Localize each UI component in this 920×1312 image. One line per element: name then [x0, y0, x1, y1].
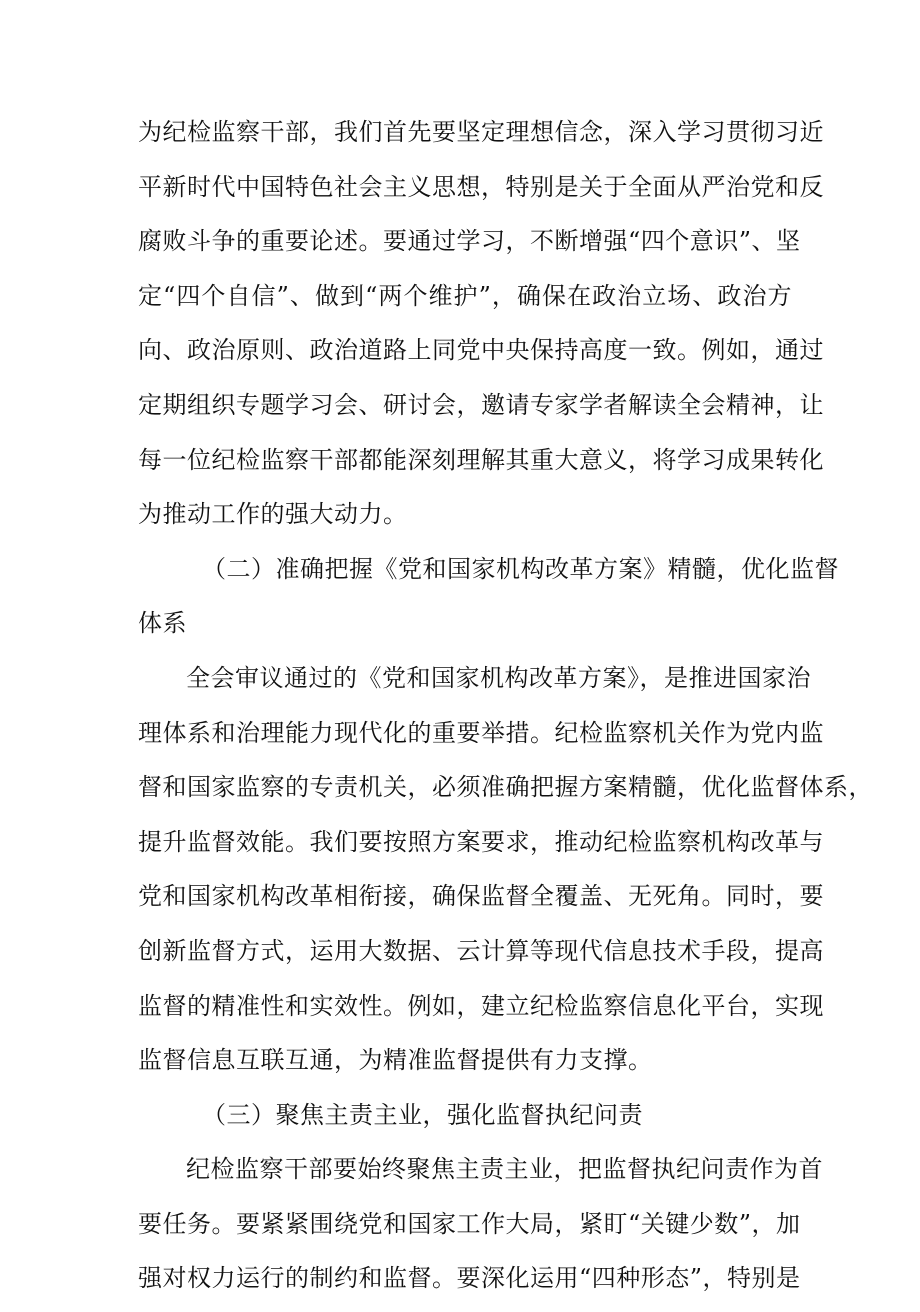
paragraph-line: 强对权力运行的制约和监督。要深化运用“四种形态”，特别是: [138, 1264, 801, 1293]
paragraph-line: 监督的精准性和实效性。例如，建立纪检监察信息化平台，实现: [138, 991, 824, 1020]
section-heading: （三）聚焦主责主业，强化监督执纪问责: [202, 1100, 643, 1129]
document-page: [138, 111, 873, 1312]
paragraph-line: 理体系和治理能力现代化的重要举措。纪检监察机关作为党内监: [138, 718, 824, 747]
paragraph-line: 纪检监察干部要始终聚焦主责主业，把监督执纪问责作为首: [186, 1155, 823, 1184]
paragraph-line: 要任务。要紧紧围绕党和国家工作大局，紧盯“关键少数”，加: [138, 1209, 801, 1238]
paragraph-line: 每一位纪检监察干部都能深刻理解其重大意义，将学习成果转化: [138, 445, 824, 474]
paragraph-line: 定期组织专题学习会、研讨会，邀请专家学者解读全会精神，让: [138, 390, 824, 419]
paragraph-line: 为推动工作的强大动力。: [138, 500, 408, 529]
section-heading: （二）准确把握《党和国家机构改革方案》精髓，优化监督: [202, 554, 839, 583]
paragraph-line: 平新时代中国特色社会主义思想，特别是关于全面从严治党和反: [138, 172, 824, 201]
paragraph-line: 全会审议通过的《党和国家机构改革方案》，是推进国家治: [186, 663, 811, 692]
paragraph-line: 提升监督效能。我们要按照方案要求，推动纪检监察机构改革与: [138, 827, 824, 856]
paragraph-line: 督和国家监察的专责机关，必须准确把握方案精髓，优化监督体系，: [138, 773, 873, 802]
paragraph-line: 党和国家机构改革相衔接，确保监督全覆盖、无死角。同时，要: [138, 882, 824, 911]
paragraph-line: 向、政治原则、政治道路上同党中央保持高度一致。例如，通过: [138, 336, 824, 365]
paragraph-line: 创新监督方式，运用大数据、云计算等现代信息技术手段，提高: [138, 936, 824, 965]
paragraph-line: 腐败斗争的重要论述。要通过学习，不断增强“四个意识”、坚: [138, 227, 801, 256]
paragraph-line: 为纪检监察干部，我们首先要坚定理想信念，深入学习贯彻习近: [138, 118, 824, 146]
paragraph-line: 监督信息互联互通，为精准监督提供有力支撑。: [138, 1046, 653, 1075]
section-heading: 体系: [138, 609, 187, 638]
paragraph-line: 定“四个自信”、做到“两个维护”，确保在政治立场、政治方: [138, 281, 792, 310]
